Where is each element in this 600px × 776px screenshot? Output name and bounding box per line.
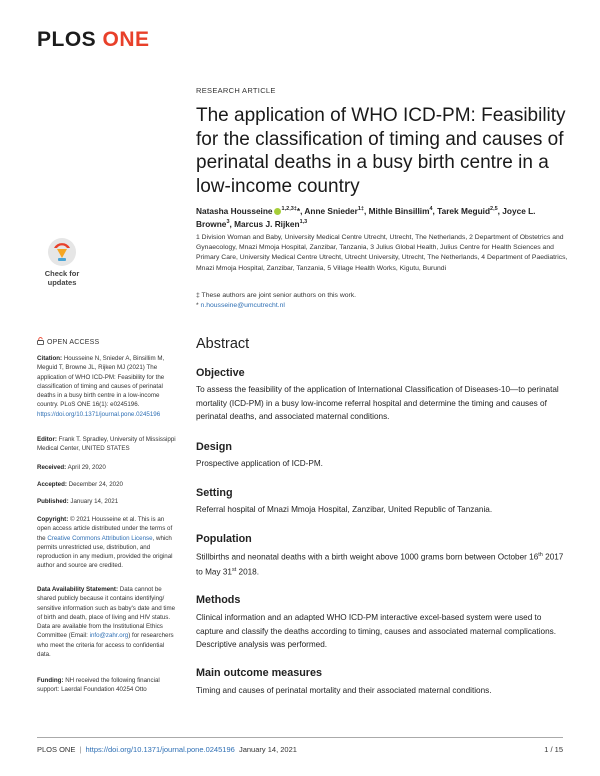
abstract-heading: Abstract	[196, 336, 250, 352]
funding-block	[37, 676, 177, 695]
accepted-label: Accepted:	[37, 481, 67, 488]
corresponding-email-line	[196, 301, 496, 311]
author-name[interactable]: Natasha Housseine	[196, 205, 273, 216]
funding-label: Funding:	[37, 677, 64, 684]
author-name[interactable]: , Tarek Meguid	[432, 205, 491, 216]
published-date: January 14, 2021	[68, 498, 119, 505]
joint-authors-note: ‡ These authors are joint senior authors on this work.	[196, 292, 357, 299]
accepted-date: December 24, 2020	[66, 481, 123, 488]
author-affil-sup: 3	[226, 218, 230, 225]
citation-text: Housseine N, Snieder A, Binsillim M, Meguid T, Browne JL, Rijken MJ (2021) The application of WHO ICD-PM: Feasibility for the classification of timing and causes of perinatal deaths in a busy birth centre in a low-income country. PLoS ONE 16(1): e0245196.	[37, 355, 165, 409]
objective-heading: Objective	[196, 367, 245, 379]
outcome-text: Timing and causes of perinatal mortality and their associated maternal conditions.	[196, 686, 492, 695]
citation-label: Citation:	[37, 355, 63, 362]
license-link[interactable]: Creative Commons Attribution License	[47, 534, 153, 542]
author-affil-sup: 1,3	[299, 218, 308, 225]
editor-block	[37, 435, 177, 454]
corresponding-star: *	[296, 205, 301, 216]
population-sup-2: st	[231, 567, 237, 574]
funding-text: NH received the following financial support: Laerdal Foundation 40254 Otto	[37, 677, 160, 694]
copyright-text: © 2021 Housseine et al. This is an open access article distributed under the terms of the	[37, 516, 173, 542]
outcome-heading: Main outcome measures	[196, 667, 323, 679]
logo-plos: PLOS	[37, 28, 97, 51]
population-text-a: Stillbirths and neonatal deaths with a birth weight above 1000 grams born between October 16	[196, 552, 539, 562]
author-name[interactable]: , Anne Snieder	[300, 205, 358, 216]
objective-text: To assess the feasibility of the application of International Classification of Diseases-10—to perinatal mortality (ICD-PM) in a busy low-income referral hospital and determine the timing and causes of perinatal deaths, and associated maternal conditions.	[196, 385, 559, 422]
data-availability-text: Data cannot be shared publicly because it contains identifying/ sensitive information such as baby's date and time of birth and death, place of living and HIV status. Data are available from the Institutional Ethics Committee (Email:	[37, 586, 176, 640]
page-number: 1 / 15	[544, 745, 563, 754]
author-affil-sup: 2,5	[490, 206, 498, 212]
logo-one: ONE	[96, 28, 150, 51]
ethics-email-link[interactable]: info@zahr.org	[89, 632, 129, 640]
check-for-updates-icon	[37, 236, 87, 270]
editor-text: Frank T. Spradley, University of Mississippi Medical Center, UNITED STATES	[37, 436, 176, 453]
footer-divider	[37, 737, 563, 738]
design-heading: Design	[196, 441, 232, 453]
population-sup-1: th	[538, 552, 543, 558]
data-availability-text-2: ) for researchers who meet the criteria for access to confidential data.	[37, 632, 174, 659]
design-text: Prospective application of ICD-PM.	[196, 459, 323, 468]
open-lock-icon	[37, 337, 44, 345]
setting-heading: Setting	[196, 487, 233, 499]
author-name[interactable]: , Joyce L. Browne	[196, 205, 536, 229]
footer-doi-link[interactable]: https://doi.org/10.1371/journal.pone.0245196	[85, 745, 235, 754]
author-affil-sup: 4	[429, 206, 433, 212]
author-notes	[196, 291, 496, 311]
population-text-b: 2017 to May 31	[196, 552, 564, 578]
methods-heading: Methods	[196, 594, 241, 606]
population-heading: Population	[196, 533, 252, 545]
received-date: April 29, 2020	[66, 464, 106, 471]
accepted-block	[37, 480, 177, 489]
setting-text: Referral hospital of Mnazi Mmoja Hospital, Zanzibar, United Republic of Tanzania.	[196, 505, 493, 514]
badge-line1: Check for	[44, 269, 80, 278]
footer-date: January 14, 2021	[238, 745, 297, 754]
population-text	[196, 549, 566, 580]
author-list	[196, 204, 566, 230]
open-access-text: OPEN ACCESS	[47, 339, 100, 346]
corresponding-email-link[interactable]: n.housseine@umcutrecht.nl	[200, 302, 285, 309]
received-label: Received:	[37, 464, 67, 471]
population-text-c: 2018.	[236, 568, 259, 578]
article-title: The application of WHO ICD-PM: Feasibility for the classification of timing and causes of perinatal deaths in a busy birth centre in a low-income country	[196, 105, 566, 197]
author-affil-sup: 1‡	[357, 206, 364, 212]
data-availability-label: Data Availability Statement:	[37, 586, 119, 593]
methods-text: Clinical information and an adapted WHO ICD-PM interactive excel-based system were used to capture and classify the deaths according to timing, causes and associated maternal complications. Descriptive analysis was performed.	[196, 613, 556, 650]
author-affil-sup: 1,2,3‡	[281, 206, 297, 212]
editor-label: Editor:	[37, 436, 57, 443]
journal-logo	[37, 28, 150, 52]
published-block	[37, 497, 177, 506]
check-for-updates-label[interactable]	[37, 270, 87, 287]
footer-separator: |	[79, 745, 82, 754]
orcid-icon[interactable]	[274, 208, 281, 215]
open-access-label	[37, 337, 99, 346]
citation-block	[37, 354, 177, 419]
affiliations: 1 Division Woman and Baby, University Medical Centre Utrecht, Utrecht, The Netherlands, 2 Department of Obstetrics and Gynaecology, Mnazi Mmoja Hospital, Zanzibar, Tanzania, 3 Julius Global Health, Julius Centre for Health Sciences and Primary Care, University Medical Centre Utrecht, Utrecht University, Utrecht, The Netherlands, 4 Department of Paediatrics, Mnazi Mmoja Hospital, Zanzibar, Tanzania, 5 Village Health Works, Kigutu, Burundi	[196, 234, 568, 272]
article-type: RESEARCH ARTICLE	[196, 86, 276, 95]
received-block	[37, 463, 177, 472]
badge-line2: updates	[47, 277, 77, 287]
data-availability-block	[37, 585, 177, 659]
copyright-block	[37, 515, 177, 571]
published-label: Published:	[37, 498, 69, 505]
footer-journal: PLOS ONE	[37, 745, 76, 754]
page-footer	[37, 745, 297, 754]
copyright-text-2: , which permits unrestricted use, distribution, and reproduction in any medium, provided the original author and source are credited.	[37, 534, 173, 570]
email-prefix: *	[196, 302, 201, 309]
copyright-label: Copyright:	[37, 516, 69, 523]
author-name[interactable]: , Marcus J. Rijken	[229, 218, 300, 229]
author-name[interactable]: , Mithle Binsillim	[364, 205, 430, 216]
citation-doi-link[interactable]: https://doi.org/10.1371/journal.pone.0245196	[37, 410, 161, 418]
